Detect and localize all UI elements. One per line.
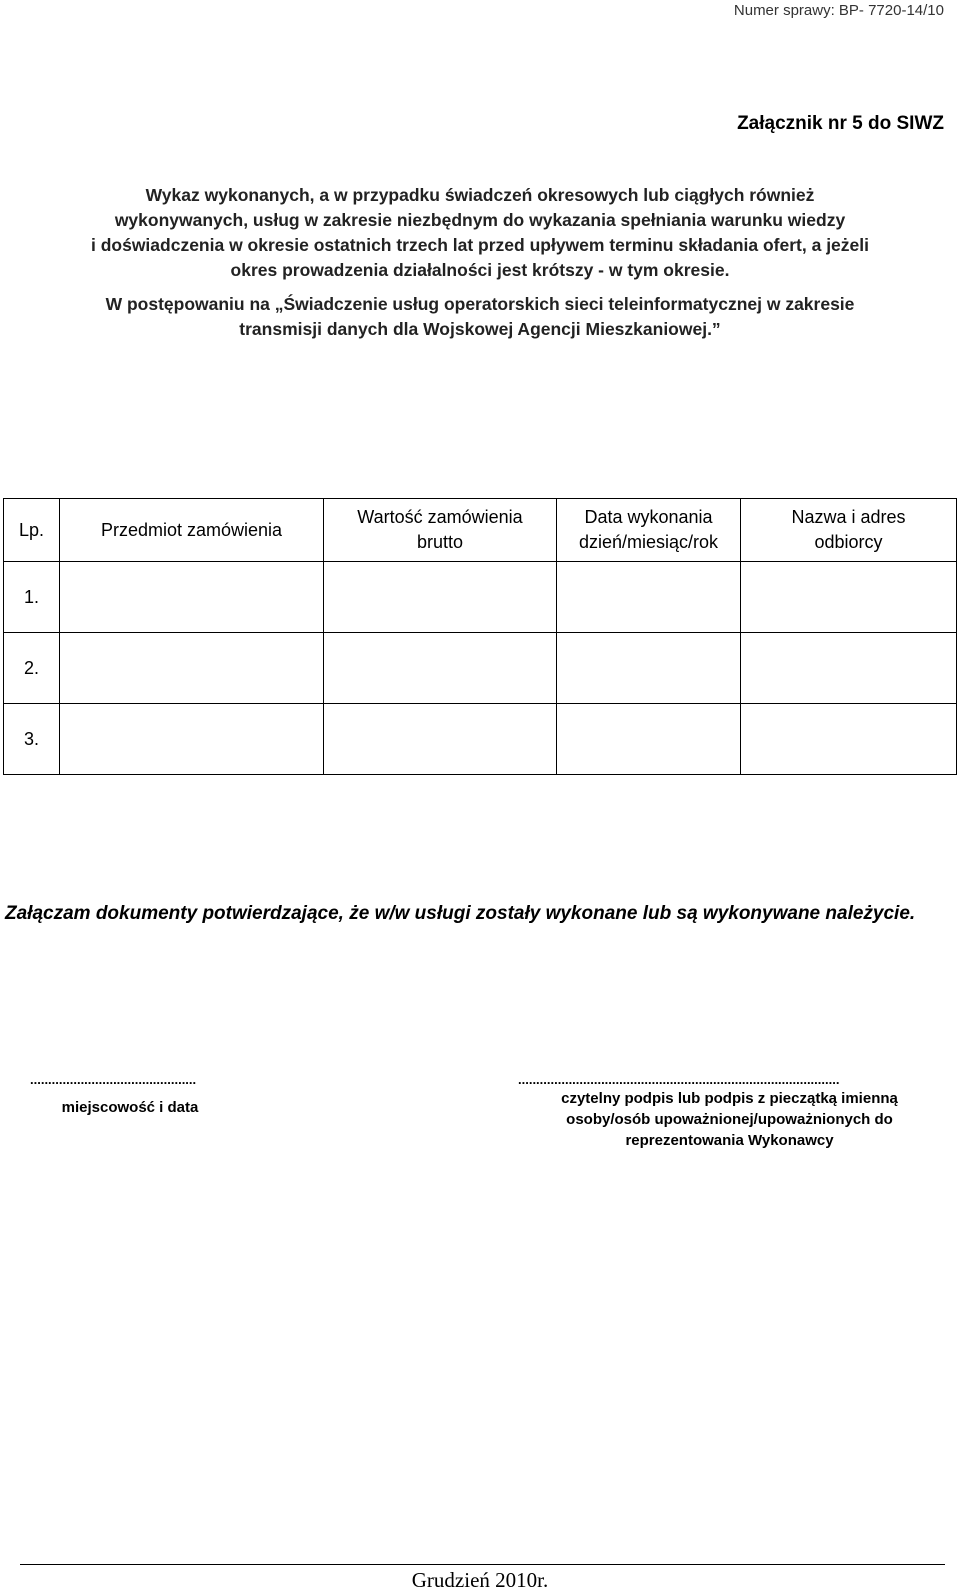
- col-header-value-line: Wartość zamówienia: [357, 507, 523, 527]
- signature-line: ..............................................: [30, 1072, 197, 1087]
- table-row: [4, 704, 957, 775]
- intro-line: i doświadczenia w okresie ostatnich trzech lat przed upływem terminu składania ofert, a jeżeli: [90, 235, 869, 255]
- signature-contractor: [518, 1072, 941, 1150]
- cell-value[interactable]: [324, 633, 557, 704]
- row-number: 1.: [4, 562, 60, 633]
- procedure-line: transmisji danych dla Wojskowej Agencji Mieszkaniowej.”: [239, 319, 721, 339]
- cell-date[interactable]: [557, 704, 741, 775]
- footer-date: Grudzień 2010r.: [411, 1568, 549, 1592]
- procedure-paragraph: [20, 292, 940, 342]
- row-number: 2.: [4, 633, 60, 704]
- signature-label: reprezentowania Wykonawcy: [625, 1132, 834, 1149]
- procedure-line: W postępowaniu na „Świadczenie usług operatorskich sieci teleinformatycznej w zakresie: [105, 294, 855, 314]
- signature-line: .........................................................................................: [518, 1072, 840, 1087]
- cell-value[interactable]: [324, 704, 557, 775]
- col-header-date: [557, 499, 741, 562]
- cell-subject[interactable]: [60, 562, 324, 633]
- col-header-subject: Przedmiot zamówienia: [60, 499, 324, 562]
- col-header-recipient-line: odbiorcy: [814, 532, 883, 552]
- cell-date[interactable]: [557, 633, 741, 704]
- signature-label: miejscowość i data: [61, 1099, 199, 1116]
- cell-recipient[interactable]: [741, 704, 957, 775]
- col-header-date-line: dzień/miesiąc/rok: [578, 532, 719, 552]
- table-header-row: [4, 499, 957, 562]
- cell-date[interactable]: [557, 562, 741, 633]
- table-row: [4, 562, 957, 633]
- col-header-recipient: [741, 499, 957, 562]
- cell-recipient[interactable]: [741, 562, 957, 633]
- signature-label: osoby/osób upoważnionej/upoważnionych do: [566, 1111, 893, 1128]
- col-header-lp: Lp.: [4, 499, 60, 562]
- cell-subject[interactable]: [60, 704, 324, 775]
- works-table: [3, 498, 957, 775]
- case-number: Numer sprawy: BP- 7720-14/10: [733, 2, 944, 19]
- signature-label: czytelny podpis lub podpis z pieczątką imienną: [561, 1090, 898, 1107]
- cell-recipient[interactable]: [741, 633, 957, 704]
- row-number: 3.: [4, 704, 60, 775]
- col-header-date-line: Data wykonania: [584, 507, 713, 527]
- col-header-value: [324, 499, 557, 562]
- footer-divider: [20, 1564, 945, 1565]
- signature-place-date: [30, 1072, 230, 1116]
- col-header-value-line: brutto: [416, 532, 464, 552]
- intro-line: wykonywanych, usług w zakresie niezbędnym do wykazania spełniania warunku wiedzy: [114, 210, 846, 230]
- intro-line: okres prowadzenia działalności jest krótszy - w tym okresie.: [230, 260, 730, 280]
- annex-title: Załącznik nr 5 do SIWZ: [737, 113, 944, 134]
- table-row: [4, 633, 957, 704]
- intro-line: Wykaz wykonanych, a w przypadku świadczeń okresowych lub ciągłych również: [145, 185, 815, 205]
- cell-subject[interactable]: [60, 633, 324, 704]
- col-header-recipient-line: Nazwa i adres: [791, 507, 906, 527]
- intro-paragraph: [20, 183, 940, 283]
- cell-value[interactable]: [324, 562, 557, 633]
- attachment-note: Załączam dokumenty potwierdzające, że w/w usługi zostały wykonane lub są wykonywane należycie.: [5, 903, 916, 924]
